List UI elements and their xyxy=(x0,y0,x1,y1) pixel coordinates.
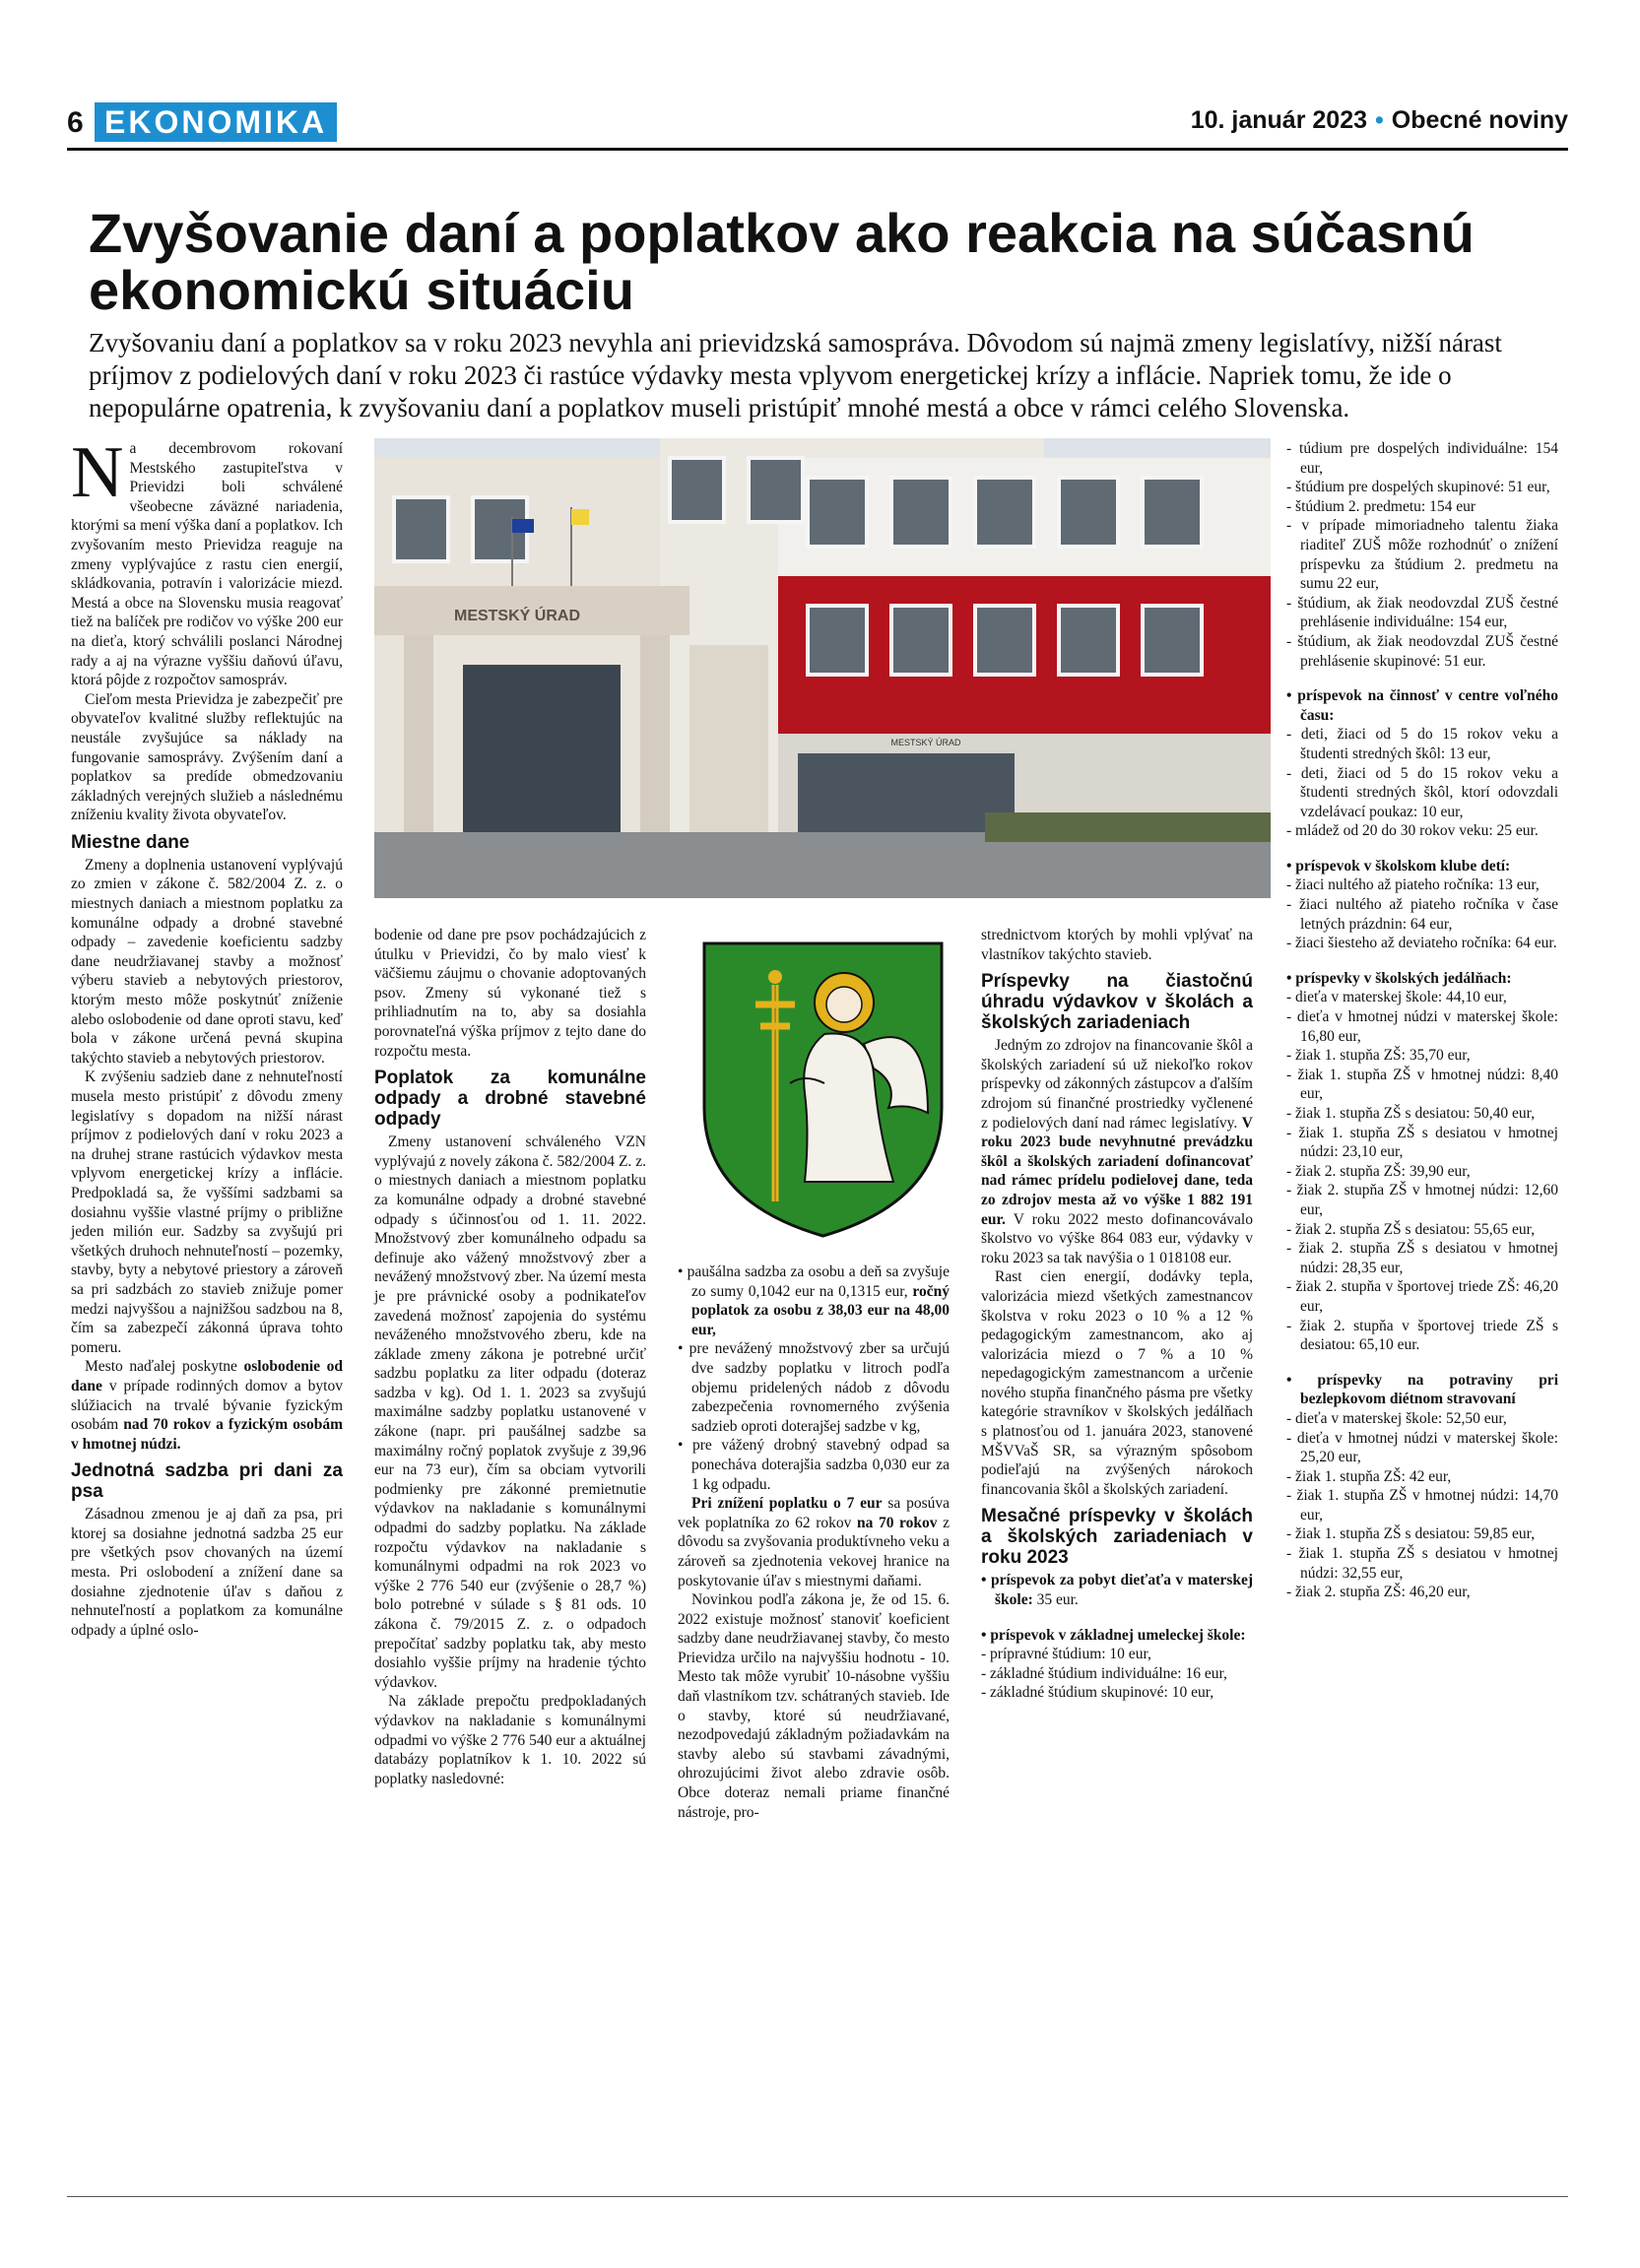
list-item: - žiak 2. stupňa ZŠ v hmotnej núdzi: 12,60 eur, xyxy=(1286,1182,1558,1218)
list-item: • pre nevážený množstvový zber sa určujú dve sadzby poplatku v litroch podľa objemu pridelených nádob z dôvodu zabezpečenia rovnomerného zvýšenia sadzieb oproti doterajšej sadzbe v kg, xyxy=(678,1340,951,1435)
free-time-center-list xyxy=(1286,686,1558,841)
list-item: - deti, žiaci od 5 do 15 rokov veku a študenti stredných škôl, ktorí odovzdali vzdelávací poukaz: 10 eur, xyxy=(1286,764,1558,820)
list-group-label: • príspevok v základnej umeleckej škole: xyxy=(981,1626,1246,1644)
list-item: - štúdium, ak žiak neodovzdal ZUŠ čestné prehlásenie individuálne: 154 eur, xyxy=(1286,594,1558,631)
paragraph: Zmeny a doplnenia ustanovení vyplývajú zo zmien v zákone č. 582/2004 Z. z. o miestnych daniach a miestnom poplatku za komunálne odpady a drobné stavebné odpady – zavedenie koeficientu sadzby dane neudržiavanej stavby a možnosť výberu stavieb a nebytových priestorov, ktorým mesto môže poskytnúť zníženie alebo oslobodenie od dane oproti stavu, keď bola v zákone určená pevná skupina takýchto stavieb a nebytových priestorov. xyxy=(71,856,343,1067)
column-1 xyxy=(71,432,343,1640)
text-run: pre nevážený množstvový zber sa určujú dve sadzby poplatku v litroch podľa objemu pridelených nádob z dôvodu zabezpečenia rovnomerného zvýšenia sadzieb oproti doterajšej sadzbe v kg, xyxy=(689,1340,951,1435)
paragraph-exemption xyxy=(71,1357,343,1454)
text-run: Jedným zo zdrojov na financovanie škôl a školských zariadení sú už niekoľko rokov príspevky od zákonných zástupcov a ďalším zdrojom sú finančné prostriedky vyčlenené z podielových daní nad rámec legislatívy. xyxy=(981,1037,1253,1132)
issue-date: 10. január 2023 xyxy=(1190,106,1368,134)
item-label: príspevok za pobyt dieťaťa v materskej škole: xyxy=(990,1572,1253,1609)
list-item: - žiak 2. stupňa ZŠ: 39,90 eur, xyxy=(1286,1162,1471,1180)
list-item: - dieťa v hmotnej núdzi v materskej škole: 25,20 eur, xyxy=(1286,1429,1558,1466)
list-item: - žiak 2. stupňa v športovej triede ZŠ: 46,20 eur, xyxy=(1286,1278,1558,1315)
list-item: - štúdium 2. predmetu: 154 eur xyxy=(1286,497,1476,515)
subheading-school-contributions: Príspevky na čiastočnú úhradu výdavkov v školách a školských zariadeniach xyxy=(981,971,1253,1034)
waste-fee-list xyxy=(678,1263,950,1494)
item-value: 35 eur. xyxy=(1032,1591,1079,1609)
school-club-list xyxy=(1286,857,1558,953)
list-item: - žiak 2. stupňa ZŠ: 46,20 eur, xyxy=(1286,1584,1471,1601)
paragraph: Na základe prepočtu predpokladaných výdavkov na nakladanie s komunálnymi odpadmi vo výške 2 776 540 eur a aktuálnej databázy poplatníkov k 1. 10. 2022 sú poplatky nasledovné: xyxy=(374,1693,646,1787)
list-item: - žiak 2. stupňa v športovej triede ZŠ s desiatou: 65,10 eur. xyxy=(1286,1317,1558,1354)
column-3 xyxy=(678,1263,950,1822)
school-canteen-list xyxy=(1286,969,1558,1355)
list-item: - žiak 1. stupňa ZŠ: 42 eur, xyxy=(1286,1467,1452,1485)
subheading-dog-tax: Jednotná sadzba pri dani za psa xyxy=(71,1460,343,1503)
article-lede: Zvyšovaniu daní a poplatkov sa v roku 2023 nevyhla ani prievidzská samospráva. Dôvodom sú najmä zmeny legislatívy, nižší nárast príjmov z podielových daní v roku 2023 či rastúce výdavky mesta vplyvom energetickej krízy a inflácie. Napriek tomu, že ide o nepopulárne opatrenia, k zvyšovaniu daní a poplatkov museli pristúpiť mnohé mestá a obce v rámci celého Slovenska. xyxy=(89,328,1502,422)
town-hall-illustration xyxy=(374,438,1271,898)
bold-run: ročný poplatok za osobu z 38,03 eur na 48,00 eur, xyxy=(691,1282,950,1338)
monthly-contributions-list xyxy=(981,1571,1253,1703)
list-item: - základné štúdium individuálne: 16 eur, xyxy=(981,1664,1227,1682)
list-item: - žiak 1. stupňa ZŠ s desiatou v hmotnej núdzi: 32,55 eur, xyxy=(1286,1545,1558,1582)
separator-dot: • xyxy=(1375,106,1384,134)
header-rule xyxy=(67,148,1568,151)
column-2 xyxy=(374,926,646,1788)
text-run: Mesto naďalej poskytne xyxy=(85,1358,244,1376)
list-item: - žiak 1. stupňa ZŠ: 35,70 eur, xyxy=(1286,1047,1471,1065)
list-item: - žiak 1. stupňa ZŠ s desiatou: 59,85 eur, xyxy=(1286,1525,1536,1543)
masthead-info xyxy=(1191,106,1568,135)
list-item: - v prípade mimoriadneho talentu žiaka riaditeľ ZUŠ môže rozhodnúť o znížení príspevku za štúdium 2. predmetu na sumu 22 eur, xyxy=(1286,517,1558,593)
list-item: - dieťa v materskej škole: 52,50 eur, xyxy=(1286,1409,1507,1427)
page-number: 6 xyxy=(67,106,84,139)
paragraph: Novinkou podľa zákona je, že od 15. 6. 2022 existuje možnosť stanoviť koeficient sadzby dane neudržiavanej stavby, čo mesto Prievidza určilo na najvyššiu hodnotu - 10. Mesto tak môže vyrubiť 10-násobne vyššiu daň vlastníkom tzv. schátraných stavieb. Ide o stavby, ktoré sú neudržiavané, nezodpovedajú základným požiadavkám na stavby alebo sú stavbami závadnými, ohrozujúcimi život alebo zdravie osôb. Obce doteraz nemali priame finančné nástroje, pro- xyxy=(678,1591,950,1821)
text-run: v prípade rodinných domov a bytov slúžiacich na trvalé bývanie fyzickým osobám xyxy=(71,1377,343,1434)
text-run: z dôvodu sa zvyšovania produktívneho veku a zároveň sa zjednotenia vekovej hranice na poskytovanie úľav s miestnymi daňami. xyxy=(678,1514,950,1589)
list-item: - žiak 2. stupňa ZŠ s desiatou: 55,65 eur, xyxy=(1286,1220,1536,1238)
article-headline: Zvyšovanie daní a poplatkov ako reakcia na súčasnú ekonomickú situáciu xyxy=(89,202,1475,321)
subheading-local-taxes: Miestne dane xyxy=(71,831,190,853)
item-label: príspevok v základnej umeleckej škole: xyxy=(990,1626,1246,1644)
text-run: paušálna sadzba za osobu a deň sa zvyšuje zo sumy 0,1042 eur na 0,1315 eur, xyxy=(687,1264,950,1300)
list-group-label: • príspevky na potraviny pri bezlepkovom diétnom stravovaní xyxy=(1286,1371,1558,1408)
paragraph: Zmeny ustanovení schváleného VZN vyplývajú z novely zákona č. 582/2004 Z. z. o miestnych daniach a miestnom poplatku za komunálne odpady a drobné stavebné odpady s účinnosťou od 1. 11. 2022. Množstvový zber komunálneho odpadu sa definuje ako vážený množstvový zber a nevážený množstvový zber. Na území mesta je pre právnické osoby a podnikateľov zavedená možnosť zapojenia do systému neváženého množstvového zberu, kde na základe zmeny zákona je potrebné určiť sadzbu poplatku za liter odpadu (doteraz sadzba v kg). Od 1. 1. 2023 sa zvyšujú maximálne sadzby poplatku ustanovené v zákone (napr. pri paušálnej sadzbe sa maximálny ročný poplatok zvyšuje z 39,96 eur na 73 eur), čím sa obciam vytvorili podmienky pre zákonné premietnutie výdavkov na nakladanie s komunálnymi odpadmi do sadzby poplatku. Na základe rozpočtu výdavkov na nakladanie s komunálnymi odpadmi na rok 2023 vo výške 2 776 540 eur (zvýšenie o 28,7 %) bolo potrebné v súlade s § 81 ods. 10 zákona č. 79/2015 Z. z. o odpadoch prepočítať sadzby poplatku tak, aby mesto dosiahlo vyššie príjmy na hradenie týchto výdavkov. xyxy=(374,1134,646,1691)
bold-run: oslobodenie od dane xyxy=(71,1358,343,1394)
paragraph: Zásadnou zmenou je aj daň za psa, pri ktorej sa dosiahne jednotná sadzba 25 eur pre všetkých psov chovaných na území mesta. Pri oslobodení a znížení dane sa dosiahne zjednotenie úľav s daňou z nehnuteľností a poplatkom za komunálne odpady a úplné oslo- xyxy=(71,1506,343,1639)
list-item: - túdium pre dospelých individuálne: 154 eur, xyxy=(1286,440,1558,477)
list-item: - štúdium pre dospelých skupinové: 51 eur, xyxy=(1286,479,1550,496)
list-item: - žiaci nultého až piateho ročníka v čase letných prázdnin: 64 eur, xyxy=(1286,896,1558,933)
bold-run: na 70 rokov xyxy=(857,1514,938,1531)
list-item: - dieťa v hmotnej núdzi v materskej škole: 16,80 eur, xyxy=(1286,1008,1558,1045)
list-item: - žiaci nultého až piateho ročníka: 13 eur, xyxy=(1286,876,1540,894)
list-item: - žiak 1. stupňa ZŠ v hmotnej núdzi: 8,40 eur, xyxy=(1286,1066,1558,1103)
bold-run: nad 70 rokov a fyzickým osobám v hmotnej núdzi. xyxy=(71,1416,343,1453)
column-5 xyxy=(1286,439,1558,1602)
list-item: • príspevok za pobyt dieťaťa v materskej škole: 35 eur. xyxy=(981,1572,1253,1609)
paragraph: strednictvom ktorých by mohli vplývať na vlastníkov takýchto stavieb. xyxy=(981,927,1253,963)
art-school-list-continued xyxy=(1286,439,1558,671)
footer-rule xyxy=(67,2196,1568,2197)
subheading-waste-fee: Poplatok za komunálne odpady a drobné stavebné odpady xyxy=(374,1068,646,1131)
drop-cap: N xyxy=(71,432,124,513)
section-label: EKONOMIKA xyxy=(95,102,337,142)
angel-crest-icon xyxy=(696,936,950,1242)
text-run: sa posúva vek poplatníka zo 62 rokov xyxy=(678,1495,950,1531)
list-item: - žiak 2. stupňa ZŠ s desiatou v hmotnej núdzi: 28,35 eur, xyxy=(1286,1240,1558,1276)
building-sign-small: MESTSKÝ ÚRAD xyxy=(890,738,961,747)
list-item: - mládež od 20 do 30 rokov veku: 25 eur. xyxy=(1286,822,1539,840)
building-sign-main: MESTSKÝ ÚRAD xyxy=(453,608,581,624)
list-item: - žiak 1. stupňa ZŠ s desiatou: 50,40 eur, xyxy=(1286,1105,1536,1122)
list-item: - základné štúdium skupinové: 10 eur, xyxy=(981,1684,1214,1702)
bold-run: V roku 2023 bude nevyhnutné prevádzku škôl a školských zariadení dofinancovať nad rámec prídelu podielovej dane, teda zo zdrojov mesta až vo výške 1 882 191 eur. xyxy=(981,1114,1253,1228)
list-item: • pre vážený drobný stavebný odpad sa ponecháva doterajšia sadzba 0,030 eur za 1 kg odpadu. xyxy=(678,1437,950,1493)
list-item: - deti, žiaci od 5 do 15 rokov veku a študenti stredných škôl: 13 eur, xyxy=(1286,726,1558,762)
paragraph: Cieľom mesta Prievidza je zabezpečiť pre obyvateľov kvalitné služby reflektujúc na neustále zvyšujúce sa náklady na fungovanie samosprávy. Zvýšením daní a poplatkov sa predíde obmedzovaniu základných verejných služieb a následnému zníženiu kvality života obyvateľov. xyxy=(71,690,343,824)
intro-text: a decembrovom rokovaní Mestského zastupiteľstva v Prievidzi boli schválené všeobecne záväzné nariadenia, ktorými sa mení výška daní a poplatkov. Ich zvyšovaním mesto Prievidza reaguje na zmeny vyplývajúce z rastu cien energií, skládkovania, potravín i valorizácie miezd. Mestá a obce na Slovensku musia reagovať tiež na balíček pre rodičov vo výške 200 eur na dieťa, ktorý schválili poslanci Národnej rady a aj na výrazne vyššiu daňovú úľavu, ktorá pôjde z rozpočtov samospráv. xyxy=(71,440,343,689)
paragraph-age-limit xyxy=(678,1494,950,1590)
gluten-free-list xyxy=(1286,1371,1558,1602)
intro-paragraph xyxy=(71,432,343,690)
list-item: - žiak 1. stupňa ZŠ s desiatou v hmotnej núdzi: 23,10 eur, xyxy=(1286,1124,1558,1161)
list-group-label: • príspevky v školských jedálňach: xyxy=(1286,969,1512,987)
list-item: - žiaci šiesteho až deviateho ročníka: 64 eur. xyxy=(1286,935,1557,952)
city-coat-of-arms xyxy=(696,936,950,1242)
text-run: pre vážený drobný stavebný odpad sa ponecháva doterajšia sadzba 0,030 eur za 1 kg odpadu. xyxy=(691,1437,950,1493)
list-item: - prípravné štúdium: 10 eur, xyxy=(981,1646,1151,1663)
bold-run: Pri znížení poplatku o 7 eur xyxy=(691,1495,883,1513)
town-hall-photo xyxy=(374,438,1271,898)
list-item: - dieťa v materskej škole: 44,10 eur, xyxy=(1286,989,1507,1006)
publication-name: Obecné noviny xyxy=(1391,106,1568,134)
list-item: - žiak 1. stupňa ZŠ v hmotnej núdzi: 14,70 eur, xyxy=(1286,1487,1558,1523)
subheading-monthly-contributions: Mesačné príspevky v školách a školských zariadeniach v roku 2023 xyxy=(981,1506,1253,1569)
paragraph: Rast cien energií, dodávky tepla, valorizácia miezd všetkých zamestnancov školstva v roku 2023 o 10 % a 12 % pedagogickým zamestnancom, ako aj valorizácia miezd o 7 % a 10 % nepedagogickým zamestnancom a určenie nového stupňa finančného pásma pre všetky kategórie stravníkov v školských jedálňach s platnosťou od 1. januára 2023, stanovené MŠVVaŠ SR, sa výrazným spôsobom podieľajú na zvýšených nárokoch financovania škôl a školských zariadení. xyxy=(981,1268,1253,1498)
paragraph-financing xyxy=(981,1036,1253,1267)
paragraph: K zvýšeniu sadzieb dane z nehnuteľností musela mesto pristúpiť z dôvodu zmeny legislatívy s dopadom na nižší nárast príjmov z podielových daní v roku 2023 a na druhej strane rastúcich výdavkov mesta vplyvom energetickej krízy a inflácie. Predpokladá sa, že vyššími sadzbami sa dosiahnu vyššie vlastné príjmy o približne jeden milión eur. Sadzby sa zvyšujú pri všetkých druhoch nehnuteľností – pozemky, stavby, byty a nebytové priestory a zároveň sa pri sadzbách zo stavieb znižuje pomer medzi najvyššou a najnižšou sadzbou na 8, čím sa zabezpečí zákonná úprava tohto pomeru. xyxy=(71,1069,343,1356)
paragraph: bodenie od dane pre psov pochádzajúcich z útulku v Prievidzi, čo by malo viesť k väčšiemu záujmu o chovanie adoptovaných psov. Zmeny sú vykonané tiež s prihliadnutím na to, aby sa dosiahla porovnateľná výška príjmov z tejto dane do rozpočtu mesta. xyxy=(374,927,646,1060)
list-group-label: • príspevok na činnosť v centre voľného času: xyxy=(1286,687,1558,724)
list-item: • paušálna sadzba za osobu a deň sa zvyšuje zo sumy 0,1042 eur na 0,1315 eur, ročný poplatok za osobu z 38,03 eur na 48,00 eur, xyxy=(678,1264,950,1338)
text-run: V roku 2022 mesto dofinancovávalo školstvo vo výške 864 083 eur, výdavky v roku 2023 sa tak navýšia o 1 018108 eur. xyxy=(981,1210,1253,1266)
list-item: - štúdium, ak žiak neodovzdal ZUŠ čestné prehlásenie skupinové: 51 eur. xyxy=(1286,632,1558,670)
column-4 xyxy=(981,926,1253,1703)
list-group-label: • príspevok v školskom klube detí: xyxy=(1286,857,1511,875)
